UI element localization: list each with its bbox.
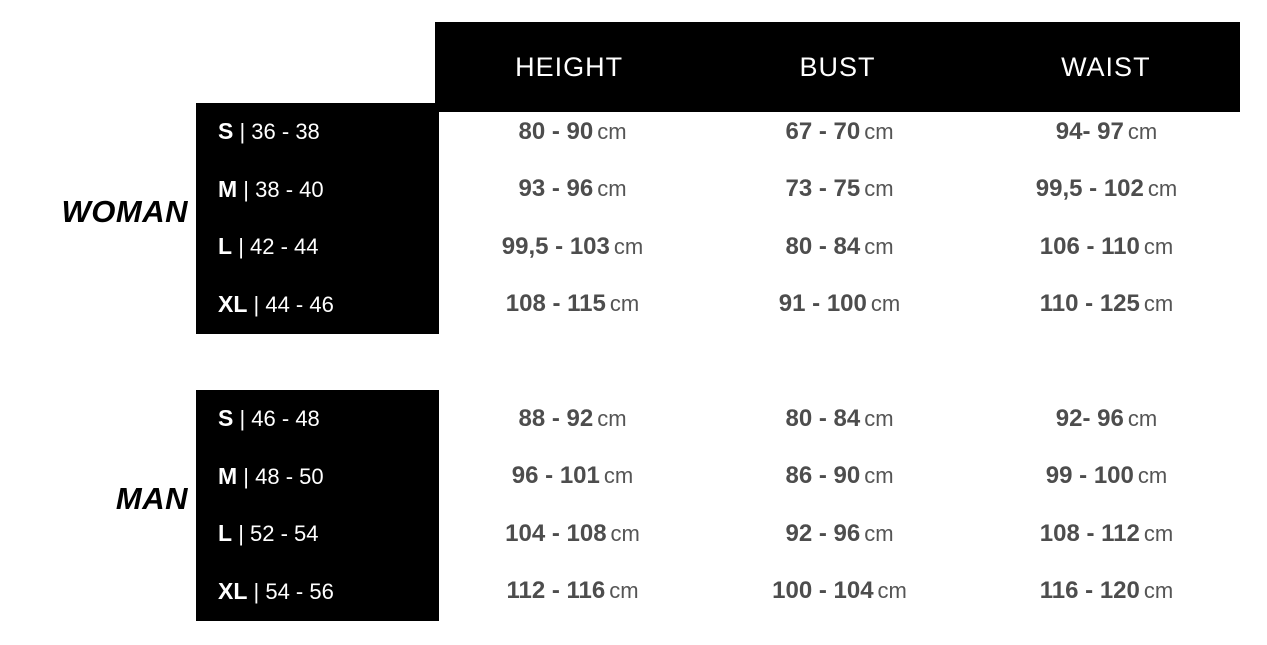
unit-label: cm	[1143, 291, 1174, 317]
size-label: M	[218, 462, 238, 489]
eu-size-label: | 36 - 38	[239, 119, 320, 145]
unit-label: cm	[864, 233, 894, 259]
bust-value-cell	[706, 175, 973, 203]
size-label: S	[218, 405, 234, 432]
bust-value-cell	[706, 520, 973, 548]
eu-size-label: | 38 - 40	[243, 176, 324, 202]
waist-value: 108 - 112	[1039, 519, 1140, 547]
unit-label: cm	[603, 463, 634, 489]
table-row	[196, 563, 1240, 621]
height-value: 108 - 115	[505, 290, 606, 318]
group-label-man: MAN	[115, 481, 188, 516]
unit-label: cm	[609, 291, 640, 317]
bust-value: 80 - 84	[785, 404, 861, 432]
unit-label: cm	[610, 520, 640, 546]
height-value: 93 - 96	[518, 175, 594, 203]
table-group-man	[196, 390, 1240, 620]
column-header-height: HEIGHT	[515, 51, 624, 82]
eu-size-label: | 44 - 46	[253, 291, 334, 317]
bust-value-cell	[706, 233, 973, 261]
eu-size-label: | 42 - 44	[238, 234, 319, 260]
size-label: L	[218, 233, 233, 260]
waist-value-cell	[973, 175, 1240, 203]
size-cell	[196, 118, 439, 145]
bust-value: 73 - 75	[785, 175, 861, 203]
height-value: 96 - 101	[511, 462, 600, 490]
bust-value-cell	[706, 118, 973, 146]
height-value: 80 - 90	[518, 117, 594, 145]
unit-label: cm	[1147, 176, 1178, 202]
waist-value: 106 - 110	[1039, 232, 1140, 260]
bust-value-cell	[706, 577, 973, 605]
bust-value-cell	[706, 405, 973, 433]
unit-label: cm	[864, 520, 894, 546]
group-label-woman: WOMAN	[61, 194, 188, 229]
eu-size-label: | 48 - 50	[243, 463, 324, 489]
unit-label: cm	[597, 405, 627, 431]
bust-value: 92 - 96	[785, 519, 861, 547]
eu-size-label: | 52 - 54	[238, 521, 319, 547]
unit-label: cm	[864, 176, 894, 202]
waist-value-cell	[973, 233, 1240, 261]
size-cell	[196, 233, 439, 260]
unit-label: cm	[597, 118, 627, 144]
height-value-cell	[439, 520, 706, 548]
size-cell	[196, 578, 439, 605]
bust-value: 91 - 100	[778, 290, 867, 318]
column-header-bust: BUST	[799, 51, 876, 82]
height-value-cell	[439, 577, 706, 605]
height-value-cell	[439, 290, 706, 318]
eu-size-label: | 46 - 48	[239, 406, 320, 432]
waist-value-cell	[973, 577, 1240, 605]
table-row	[196, 505, 1240, 563]
unit-label: cm	[1143, 233, 1174, 259]
size-label: S	[218, 118, 234, 145]
bust-value: 100 - 104	[772, 577, 874, 605]
waist-value-cell	[973, 405, 1240, 433]
height-value-cell	[439, 405, 706, 433]
height-value: 99,5 - 103	[501, 232, 610, 260]
bust-value: 86 - 90	[785, 462, 861, 490]
size-cell	[196, 520, 439, 547]
unit-label: cm	[613, 233, 644, 259]
height-value-cell	[439, 175, 706, 203]
height-value: 112 - 116	[506, 577, 606, 605]
waist-value-cell	[973, 118, 1240, 146]
waist-value: 116 - 120	[1039, 577, 1140, 605]
size-label: XL	[218, 577, 248, 604]
table-group-woman	[196, 103, 1240, 333]
waist-value-cell	[973, 462, 1240, 490]
size-label: XL	[218, 290, 248, 317]
table-row	[196, 448, 1240, 506]
table-row	[196, 161, 1240, 219]
unit-label: cm	[1137, 463, 1168, 489]
bust-value: 67 - 70	[785, 117, 861, 145]
height-value-cell	[439, 233, 706, 261]
unit-label: cm	[1143, 578, 1174, 604]
waist-value-cell	[973, 520, 1240, 548]
waist-value: 92- 96	[1055, 404, 1124, 432]
unit-label: cm	[877, 578, 907, 604]
eu-size-label: | 54 - 56	[253, 578, 334, 604]
table-row	[196, 218, 1240, 276]
bust-value-cell	[706, 290, 973, 318]
bust-value-cell	[706, 462, 973, 490]
unit-label: cm	[597, 176, 627, 202]
unit-label: cm	[864, 405, 894, 431]
size-label: L	[218, 520, 233, 547]
height-value: 104 - 108	[505, 519, 607, 547]
table-row	[196, 276, 1240, 334]
unit-label: cm	[1143, 520, 1174, 546]
unit-label: cm	[1127, 405, 1158, 431]
waist-value-cell	[973, 290, 1240, 318]
size-cell	[196, 176, 439, 203]
waist-value: 110 - 125	[1039, 290, 1140, 318]
height-value: 88 - 92	[518, 404, 594, 432]
size-label: M	[218, 175, 238, 202]
table-row	[196, 103, 1240, 161]
column-header-waist: WAIST	[1061, 51, 1151, 82]
unit-label: cm	[864, 463, 894, 489]
unit-label: cm	[864, 118, 894, 144]
height-value-cell	[439, 462, 706, 490]
height-value-cell	[439, 118, 706, 146]
size-cell	[196, 291, 439, 318]
waist-value: 99 - 100	[1045, 462, 1134, 490]
unit-label: cm	[609, 578, 639, 604]
table-row	[196, 390, 1240, 448]
bust-value: 80 - 84	[785, 232, 861, 260]
unit-label: cm	[870, 291, 901, 317]
table-header-row	[435, 22, 1240, 112]
size-cell	[196, 405, 439, 432]
unit-label: cm	[1127, 118, 1158, 144]
waist-value: 99,5 - 102	[1035, 175, 1144, 203]
size-cell	[196, 463, 439, 490]
waist-value: 94- 97	[1055, 117, 1124, 145]
